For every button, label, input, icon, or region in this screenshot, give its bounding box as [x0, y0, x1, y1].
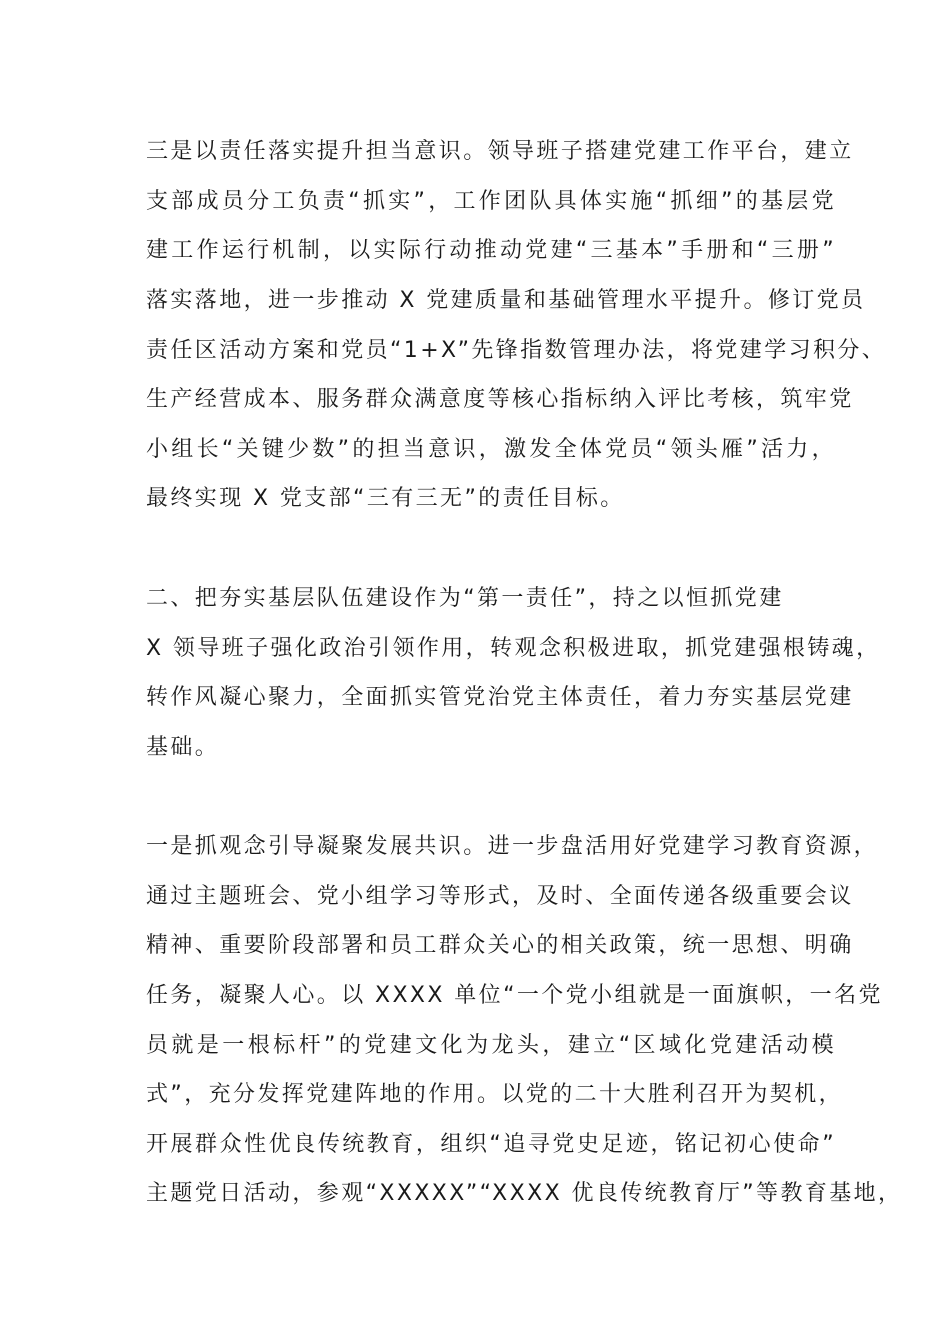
paragraph-3-line-1: 一是抓观念引导凝聚发展共识。进一步盘活用好党建学习教育资源， [146, 834, 879, 859]
paragraph-3-line-7: 开展群众性优良传统教育，组织“追寻党史足迹，铭记初心使命” [146, 1132, 836, 1157]
paragraph-3-line-4: 任务，凝聚人心。以 XXXX 单位“一个党小组就是一面旗帜，一名党 [146, 983, 883, 1008]
paragraph-2-line-3: 转作风凝心聚力，全面抓实管党治党主体责任，着力夯实基层党建 [146, 685, 854, 710]
paragraph-1-line-4: 落实落地，进一步推动 X 党建质量和基础管理水平提升。修订党员 [146, 288, 866, 313]
paragraph-1-line-3: 建工作运行机制，以实际行动推动党建“三基本”手册和“三册” [146, 238, 836, 263]
paragraph-3-line-2: 通过主题班会、党小组学习等形式，及时、全面传递各级重要会议 [146, 884, 854, 909]
section-heading: 二、把夯实基层队伍建设作为“第一责任”，持之以恒抓党建 [146, 586, 784, 611]
paragraph-3-line-5: 员就是一根标杆”的党建文化为龙头，建立“区域化党建活动模 [146, 1033, 836, 1058]
paragraph-3-line-3: 精神、重要阶段部署和员工群众关心的相关政策，统一思想、明确 [146, 933, 854, 958]
paragraph-3-line-8: 主题党日活动，参观“XXXXX”“XXXX 优良传统教育厅”等教育基地， [146, 1181, 903, 1206]
paragraph-1-line-7: 小组长“关键少数”的担当意识，激发全体党员“领头雁”活力， [146, 437, 836, 462]
paragraph-1-line-6: 生产经营成本、服务群众满意度等核心指标纳入评比考核，筑牢党 [146, 387, 854, 412]
paragraph-1-line-1: 三是以责任落实提升担当意识。领导班子搭建党建工作平台，建立 [146, 139, 854, 164]
paragraph-2-line-2: X 领导班子强化政治引领作用，转观念积极进取，抓党建强根铸魂， [146, 636, 881, 661]
paragraph-1-line-8: 最终实现 X 党支部“三有三无”的责任目标。 [146, 486, 625, 511]
paragraph-2-line-4: 基础。 [146, 735, 220, 760]
paragraph-1-line-5: 责任区活动方案和党员“1+X”先锋指数管理办法，将党建学习积分、 [146, 338, 887, 363]
paragraph-1-line-2: 支部成员分工负责“抓实”，工作团队具体实施“抓细”的基层党 [146, 189, 836, 214]
paragraph-3-line-6: 式”，充分发挥党建阵地的作用。以党的二十大胜利召开为契机， [146, 1082, 843, 1107]
